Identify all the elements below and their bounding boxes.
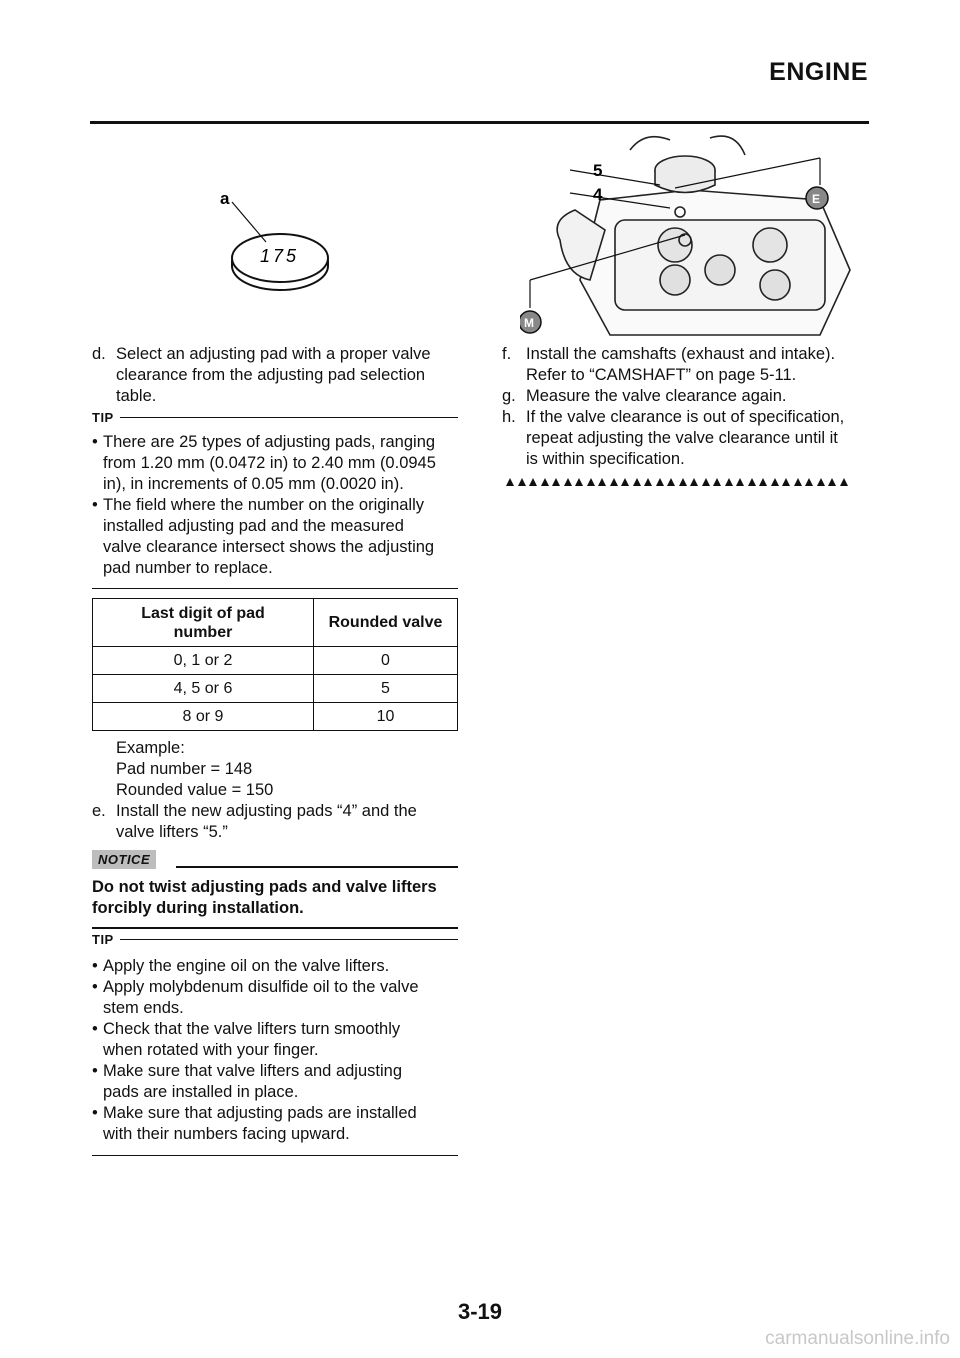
triangle-mark-icon [748, 478, 756, 486]
step-g-label: g. [502, 387, 516, 405]
header-rule [90, 121, 869, 124]
triangle-mark-icon [782, 478, 790, 486]
right-steps [502, 344, 872, 470]
step-f-line: Install the camshafts (exhaust and intake). [526, 345, 836, 363]
table-cell: 8 or 9 [93, 703, 314, 731]
table-cell: 4, 5 or 6 [93, 675, 314, 703]
example-line: Pad number = 148 [116, 760, 253, 778]
example-line: Example: [116, 739, 185, 757]
table-row [93, 647, 458, 675]
bullet-line: • The field where the number on the originally [103, 496, 425, 514]
pad-callout-a: a [220, 189, 230, 208]
bullet-line: pad number to replace. [103, 559, 273, 577]
triangle-mark-icon [690, 478, 698, 486]
bullet-line: valve clearance intersect shows the adjusting [103, 538, 435, 556]
bullet-line: • Make sure that valve lifters and adjusting [103, 1062, 402, 1080]
step-g [502, 386, 872, 407]
bullet-line: when rotated with your finger. [103, 1041, 319, 1059]
triangle-mark-icon [656, 478, 664, 486]
step-d-line: Select an adjusting pad with a proper valve [116, 345, 431, 363]
table-header: Last digit of pad number [93, 599, 314, 647]
section-end-marks [506, 478, 851, 486]
bullet-line: in), in increments of 0.05 mm (0.0020 in). [103, 475, 404, 493]
list-item [92, 977, 458, 1019]
adjusting-pad-figure [210, 180, 350, 295]
notice-badge: NOTICE [92, 850, 156, 869]
tip-box-1 [92, 410, 458, 589]
step-d [92, 344, 462, 407]
bullet-line: • There are 25 types of adjusting pads, ranging [103, 433, 436, 451]
list-item [92, 432, 458, 495]
triangle-mark-icon [679, 478, 687, 486]
triangle-mark-icon [713, 478, 721, 486]
example-line: Rounded value = 150 [116, 781, 274, 799]
triangle-mark-icon [644, 478, 652, 486]
step-h-line: is within specification. [526, 450, 685, 468]
step-e-line: valve lifters “5.” [116, 823, 228, 841]
bullet-line: • Check that the valve lifters turn smoothly [103, 1020, 401, 1038]
triangle-mark-icon [805, 478, 813, 486]
triangle-mark-icon [633, 478, 641, 486]
triangle-mark-icon [759, 478, 767, 486]
triangle-mark-icon [794, 478, 802, 486]
bullet-line: with their numbers facing upward. [103, 1125, 350, 1143]
step-e-line: Install the new adjusting pads “4” and the [116, 802, 417, 820]
step-e-label: e. [92, 802, 106, 820]
page-number: 3-19 [457, 1299, 503, 1324]
step-g-line: Measure the valve clearance again. [526, 387, 787, 405]
triangle-mark-icon [771, 478, 779, 486]
table-row [93, 703, 458, 731]
callout-5: 5 [593, 161, 603, 180]
table-cell: 0, 1 or 2 [93, 647, 314, 675]
bullet-line: installed adjusting pad and the measured [103, 517, 404, 535]
badge-m: M [524, 316, 534, 330]
engine-head-figure [520, 130, 865, 340]
table-row [93, 675, 458, 703]
step-h-label: h. [502, 408, 516, 426]
watermark: carmanualsonline.info [765, 1328, 950, 1349]
step-h-line: repeat adjusting the valve clearance until it [526, 429, 838, 447]
tip-heading: TIP [92, 410, 114, 425]
bullet-line: pads are installed in place. [103, 1083, 299, 1101]
triangle-mark-icon [667, 478, 675, 486]
triangle-mark-icon [828, 478, 836, 486]
step-d-line: table. [116, 387, 157, 405]
triangle-mark-icon [736, 478, 744, 486]
list-item [92, 1061, 458, 1103]
page-title: ENGINE [769, 58, 868, 86]
pad-selection-table [92, 598, 458, 731]
triangle-mark-icon [725, 478, 733, 486]
step-e [92, 801, 462, 843]
triangle-mark-icon [529, 478, 537, 486]
notice-line: forcibly during installation. [92, 899, 304, 917]
tip-heading: TIP [92, 932, 114, 947]
triangle-mark-icon [564, 478, 572, 486]
triangle-mark-icon [840, 478, 848, 486]
bullet-line: • Apply molybdenum disulfide oil to the valve [103, 978, 419, 996]
step-h [502, 407, 872, 470]
triangle-mark-icon [541, 478, 549, 486]
step-f-line: Refer to “CAMSHAFT” on page 5-11. [526, 366, 797, 384]
triangle-mark-icon [587, 478, 595, 486]
step-h-line: If the valve clearance is out of specification, [526, 408, 845, 426]
tip-box-2 [92, 932, 458, 1156]
triangle-mark-icon [598, 478, 606, 486]
table-cell: 0 [314, 647, 458, 675]
step-f-label: f. [502, 345, 512, 363]
table-cell: 5 [314, 675, 458, 703]
notice-line: Do not twist adjusting pads and valve lifters [92, 878, 437, 896]
triangle-mark-icon [518, 478, 526, 486]
triangle-mark-icon [702, 478, 710, 486]
list-item [92, 1103, 458, 1145]
callout-4: 4 [593, 185, 603, 204]
step-d-line: clearance from the adjusting pad selection [116, 366, 426, 384]
step-f [502, 344, 872, 386]
bullet-line: from 1.20 mm (0.0472 in) to 2.40 mm (0.0945 [103, 454, 436, 472]
notice-box [92, 850, 458, 929]
example-block [116, 738, 273, 801]
bullet-line: • Apply the engine oil on the valve lifters. [103, 957, 390, 975]
triangle-mark-icon [552, 478, 560, 486]
step-d-label: d. [92, 345, 106, 363]
triangle-mark-icon [621, 478, 629, 486]
table-cell: 10 [314, 703, 458, 731]
triangle-mark-icon [817, 478, 825, 486]
pad-number: 175 [260, 246, 300, 266]
triangle-mark-icon [610, 478, 618, 486]
table-header: Rounded valve [314, 599, 458, 647]
bullet-line: stem ends. [103, 999, 184, 1017]
triangle-mark-icon [506, 478, 514, 486]
list-item [92, 495, 458, 579]
triangle-mark-icon [575, 478, 583, 486]
list-item [92, 1019, 458, 1061]
badge-e: E [812, 192, 821, 206]
list-item [92, 956, 458, 977]
bullet-line: • Make sure that adjusting pads are installed [103, 1104, 417, 1122]
